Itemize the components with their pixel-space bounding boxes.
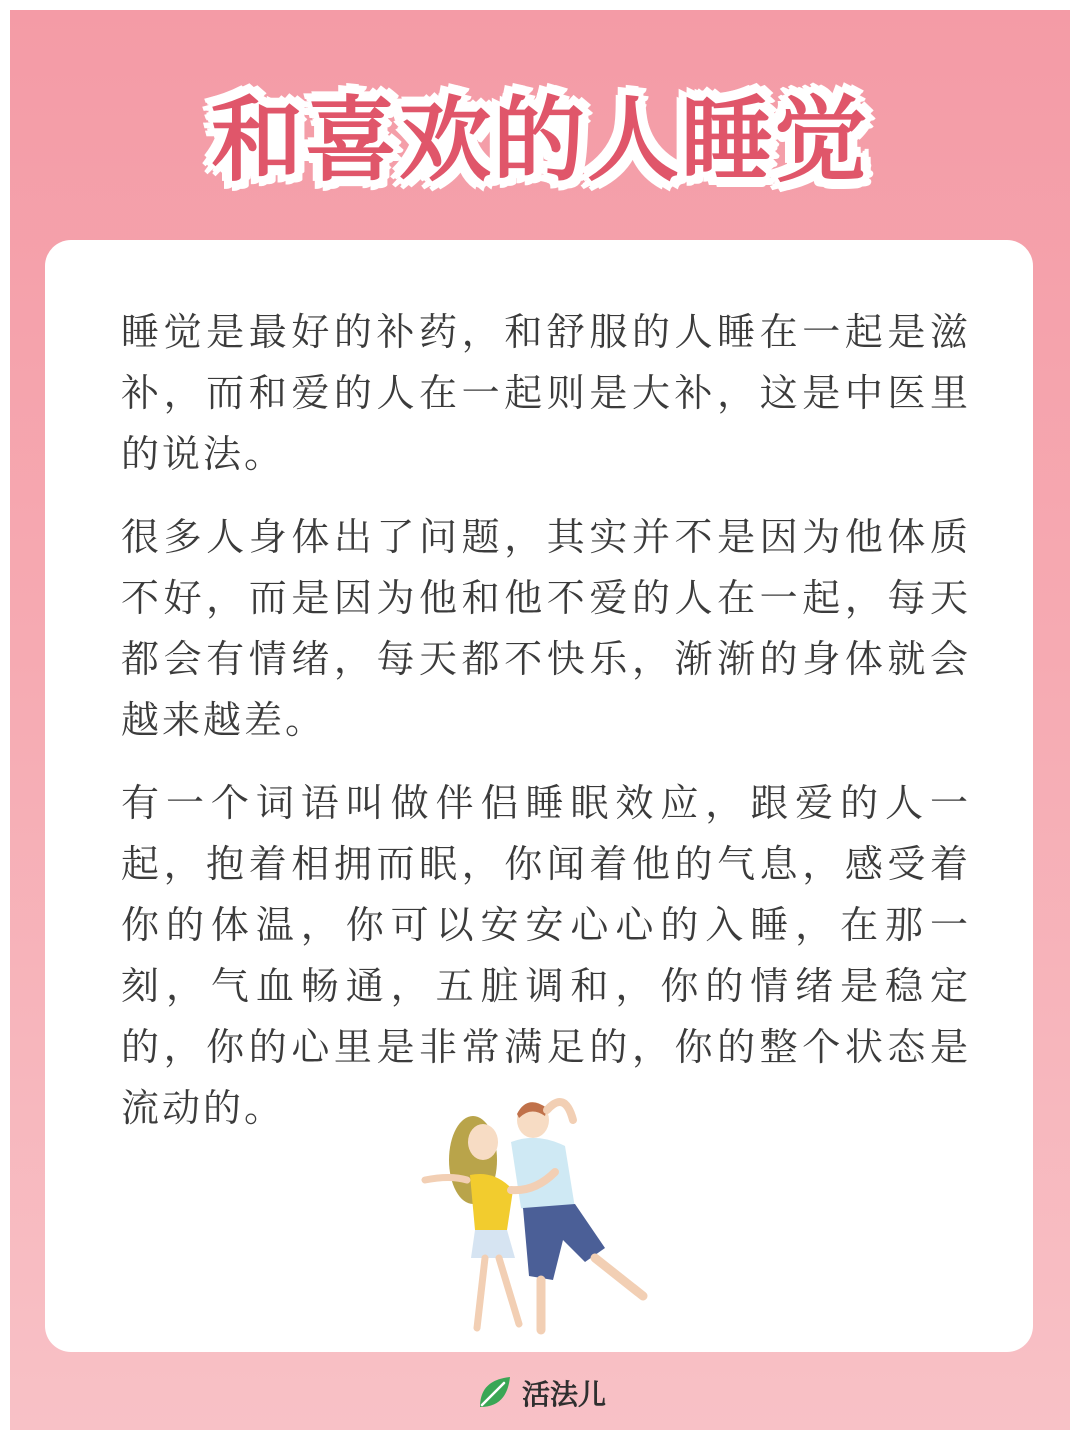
page-background bbox=[10, 10, 1070, 1430]
paragraph-2: 很多人身体出了问题，其实并不是因为他体质不好，而是因为他和他不爱的人在一起，每天都会有情绪，每天都不快乐，渐渐的身体就会越来越差。 bbox=[121, 515, 971, 742]
leaf-icon bbox=[474, 1373, 514, 1413]
title-banner bbox=[10, 68, 1070, 198]
page-title: 和喜欢的人睡觉 bbox=[210, 86, 869, 194]
brand-name: 活法儿 bbox=[521, 1378, 606, 1411]
paragraph-1: 睡觉是最好的补药，和舒服的人睡在一起是滋补，而和爱的人在一起则是大补，这是中医里的说法。 bbox=[121, 310, 971, 476]
content-card bbox=[45, 240, 1033, 1352]
article-body bbox=[121, 302, 971, 1161]
paragraph-3: 有一个词语叫做伴侣睡眠效应，跟爱的人一起，抱着相拥而眠，你闻着他的气息，感受着你的体温，你可以安安心心的入睡，在那一刻，气血畅通，五脏调和，你的情绪是稳定的，你的心里是非常满足的，你的整个状态是流动的。 bbox=[121, 781, 971, 1130]
couple-sleeping-illustration bbox=[415, 1080, 655, 1340]
brand-footer bbox=[10, 1370, 1070, 1416]
